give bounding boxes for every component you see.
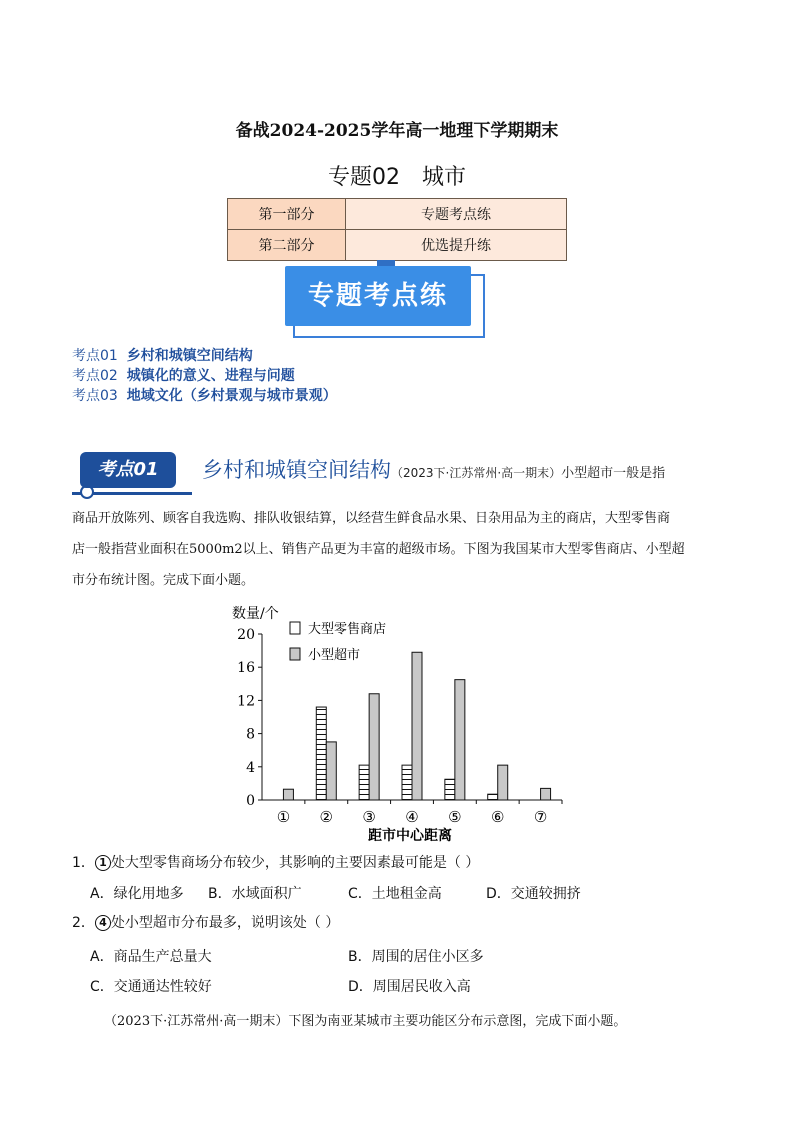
section-badge: 考点01 xyxy=(80,452,176,488)
intro-line: 店一般指营业面积在5000m2以上、销售产品更为丰富的超级市场。下图为我国某市大型零售商店、小型超 xyxy=(72,542,685,557)
option-d[interactable]: D．周围居民收入高 xyxy=(348,979,471,995)
legend-label-small: 小型超市 xyxy=(308,648,361,663)
y-axis-ticks xyxy=(237,627,262,809)
y-tick-label: 0 xyxy=(246,793,255,809)
section-source: （2023下·江苏常州·高一期末） xyxy=(391,466,562,480)
legend-label-large: 大型零售商店 xyxy=(308,622,387,637)
point-text: 地域文化（乡村景观与城市景观） xyxy=(126,388,337,404)
x-tick-label: ③ xyxy=(362,808,376,826)
bar-small-supermarket xyxy=(283,789,293,800)
banner-tab xyxy=(377,260,395,266)
question-text: 处大型零售商场分布较少，其影响的主要因素最可能是（ ） xyxy=(110,855,480,871)
question-number: 2． xyxy=(72,915,95,931)
bar-small-supermarket xyxy=(498,765,508,800)
x-tick-label: ⑥ xyxy=(490,808,505,826)
bar-small-supermarket xyxy=(369,694,379,800)
point-key: 考点01 xyxy=(72,348,118,364)
bar-small-supermarket xyxy=(326,742,336,800)
option-d[interactable]: D．交通较拥挤 xyxy=(486,886,581,902)
question-number: 1． xyxy=(72,855,95,871)
bar-large-retail xyxy=(488,794,498,800)
banner-label: 专题考点练 xyxy=(285,266,471,326)
y-axis-label: 数量/个 xyxy=(232,606,279,622)
x-tick-label: ② xyxy=(319,808,334,826)
bar-small-supermarket xyxy=(455,680,465,800)
option-c[interactable]: C．土地租金高 xyxy=(348,886,442,902)
point-item xyxy=(72,366,337,386)
question-stem xyxy=(72,913,339,933)
y-tick-label: 12 xyxy=(237,693,255,710)
toc-table xyxy=(227,198,567,261)
bar-chart xyxy=(220,600,580,850)
legend xyxy=(290,621,386,663)
circled-number: 1 xyxy=(95,855,111,871)
option-a[interactable]: A．商品生产总量大 xyxy=(90,949,212,965)
toc-part: 第二部分 xyxy=(228,230,346,261)
banner xyxy=(285,266,485,336)
circled-number: 4 xyxy=(95,915,111,931)
section-title-line xyxy=(202,454,665,484)
bar-large-retail xyxy=(359,765,369,800)
topic-name: 城市 xyxy=(421,165,466,190)
point-text: 城镇化的意义、进程与问题 xyxy=(126,368,295,384)
bar-small-supermarket xyxy=(412,652,422,800)
point-text: 乡村和城镇空间结构 xyxy=(126,348,253,364)
toc-name: 优选提升练 xyxy=(346,230,567,261)
point-item xyxy=(72,386,337,406)
x-axis-label: 距市中心距离 xyxy=(368,828,452,844)
y-tick-label: 20 xyxy=(237,627,255,643)
toc-name: 专题考点练 xyxy=(346,199,567,230)
section-header xyxy=(72,450,732,498)
x-axis-categories xyxy=(277,800,562,826)
x-tick-label: ① xyxy=(276,808,291,826)
document-title: 备战2024-2025学年高一地理下学期期末 xyxy=(235,121,559,141)
option-a[interactable]: A．绿化用地多 xyxy=(90,886,184,902)
option-b[interactable]: B．周围的居住小区多 xyxy=(348,949,484,965)
question-stem xyxy=(72,853,479,873)
bar-large-retail xyxy=(445,779,455,800)
x-tick-label: ⑤ xyxy=(448,808,462,826)
intro-line: 市分布统计图。完成下面小题。 xyxy=(72,573,255,588)
bar-series xyxy=(283,652,550,800)
y-tick-label: 8 xyxy=(246,726,255,743)
option-c[interactable]: C．交通通达性较好 xyxy=(90,979,212,995)
point-item xyxy=(72,346,337,366)
next-question-intro: （2023下·江苏常州·高一期末）下图为南亚某城市主要功能区分布示意图，完成下面小题。 xyxy=(104,1014,627,1029)
y-tick-label: 4 xyxy=(246,759,255,776)
question-text: 处小型超市分布最多，说明该处（ ） xyxy=(110,915,340,931)
toc-part: 第一部分 xyxy=(228,199,346,230)
topic-number: 专题02 xyxy=(327,165,400,190)
bar-large-retail xyxy=(316,707,326,800)
section-lead: 小型超市一般是指 xyxy=(561,466,666,481)
point-list xyxy=(72,346,337,406)
x-tick-label: ④ xyxy=(405,808,419,826)
y-tick-label: 16 xyxy=(237,660,255,677)
legend-swatch-small xyxy=(290,648,300,660)
topic-title xyxy=(0,160,794,191)
point-key: 考点03 xyxy=(72,388,118,404)
bar-large-retail xyxy=(402,765,412,800)
intro-line: 商品开放陈列、顾客自我选购、排队收银结算，以经营生鲜食品水果、日杂用品为主的商店，大型零售商 xyxy=(72,511,671,526)
option-b[interactable]: B．水域面积广 xyxy=(208,886,302,902)
toc-row xyxy=(228,199,567,230)
toc-row xyxy=(228,230,567,261)
x-tick-label: ⑦ xyxy=(533,808,548,826)
legend-swatch-large xyxy=(290,622,300,634)
section-title: 乡村和城镇空间结构 xyxy=(202,458,391,482)
bar-small-supermarket xyxy=(541,788,551,800)
point-key: 考点02 xyxy=(72,368,118,384)
